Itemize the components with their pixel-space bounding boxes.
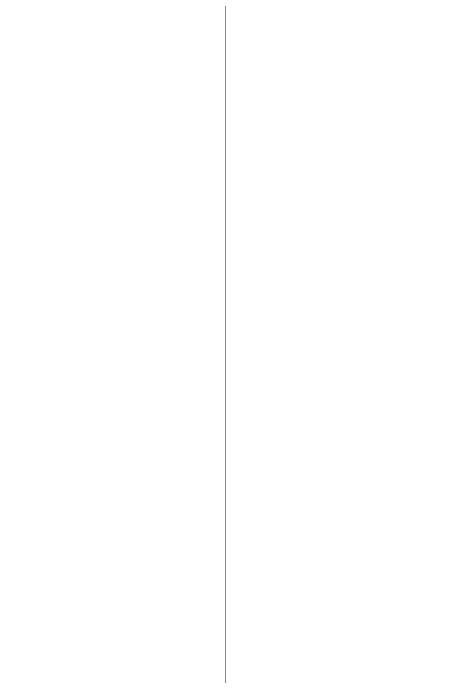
column-divider [225,6,226,683]
article-column-left [4,4,222,685]
article-column-right [229,4,447,685]
